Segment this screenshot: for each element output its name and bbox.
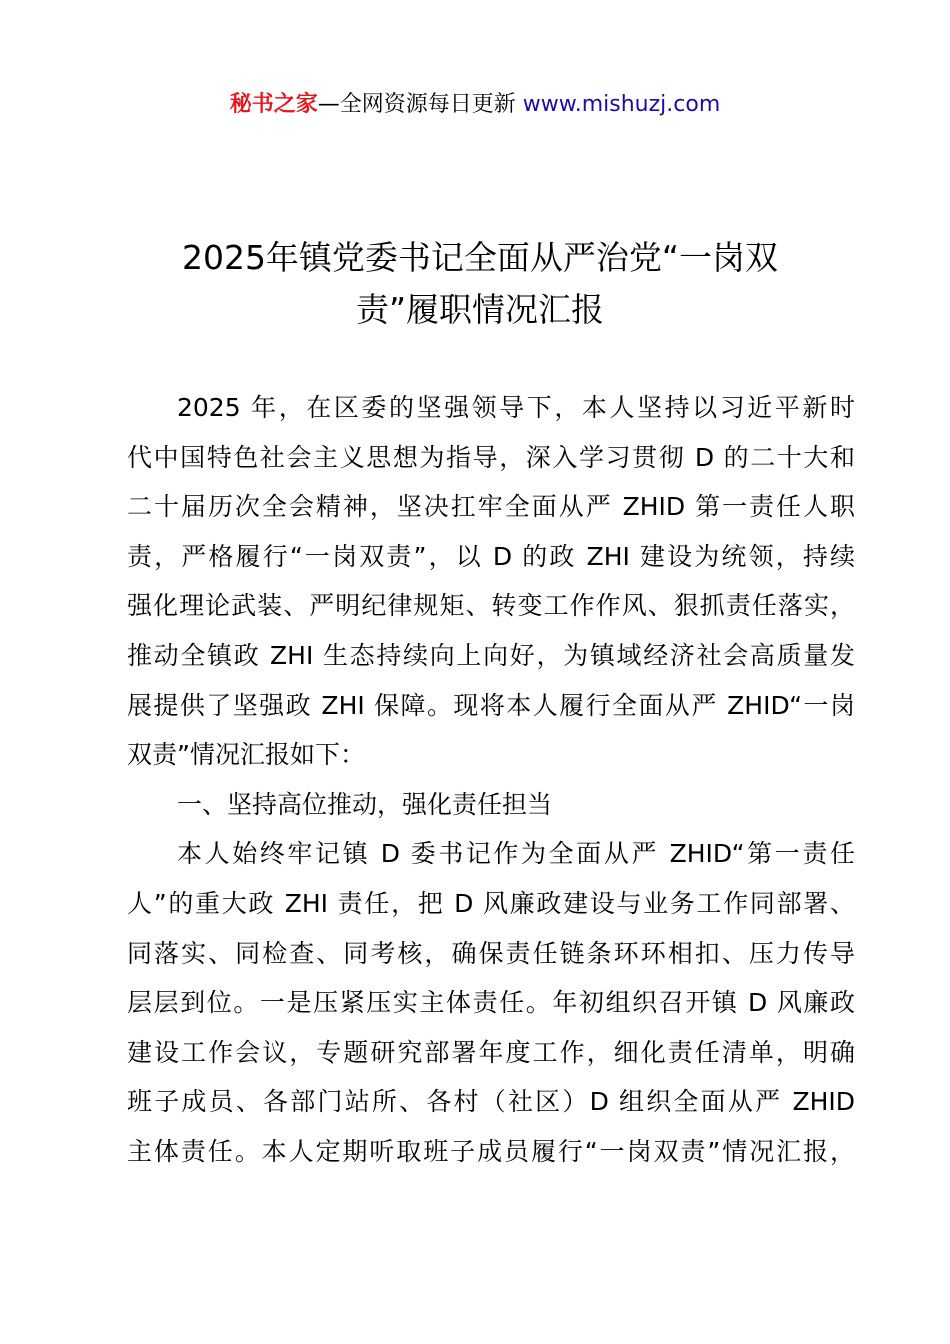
body-line: 建设工作会议，专题研究部署年度工作，细化责任清单，明确 bbox=[127, 1037, 855, 1067]
body-line: 层层到位。一是压紧压实主体责任。年初组织召开镇 D 风廉政 bbox=[127, 988, 855, 1018]
title-line-2: 责”履职情况汇报 bbox=[355, 290, 605, 329]
body-line: 二十届历次全会精神，坚决扛牢全面从严 ZHID 第一责任人职 bbox=[127, 492, 855, 522]
document-title bbox=[130, 232, 830, 336]
body-line: 班子成员、各部门站所、各村（社区）D 组织全面从严 ZHID bbox=[127, 1087, 855, 1117]
brand-name: 秘书之家 bbox=[229, 92, 318, 117]
body-line: 展提供了坚强政 ZHI 保障。现将本人履行全面从严 ZHID“一岗 bbox=[127, 690, 855, 720]
body-line: 责，严格履行“一岗双责”，以 D 的政 ZHI 建设为统领，持续 bbox=[127, 541, 855, 571]
title-line-1: 2025年镇党委书记全面从严治党“一岗双 bbox=[181, 238, 779, 277]
body-line: 人”的重大政 ZHI 责任，把 D 风廉政建设与业务工作同部署、 bbox=[127, 888, 855, 918]
page-header bbox=[0, 88, 950, 122]
body-line: 代中国特色社会主义思想为指导，深入学习贯彻 D 的二十大和 bbox=[127, 442, 855, 472]
body-line: 双责”情况汇报如下： bbox=[127, 740, 365, 770]
body-line: 同落实、同检查、同考核，确保责任链条环环相扣、压力传导 bbox=[127, 938, 855, 968]
body-line: 2025 年，在区委的坚强领导下，本人坚持以习近平新时 bbox=[177, 393, 855, 422]
body-line: 本人始终牢记镇 D 委书记作为全面从严 ZHID“第一责任 bbox=[177, 839, 855, 869]
site-url-link[interactable]: www.mishuzj.com bbox=[522, 92, 721, 117]
section-heading: 一、坚持高位推动，强化责任担当 bbox=[177, 789, 553, 819]
document-body bbox=[127, 383, 855, 1177]
header-slogan: —全网资源每日更新 bbox=[317, 92, 516, 117]
body-line: 主体责任。本人定期听取班子成员履行“一岗双责”情况汇报， bbox=[127, 1136, 855, 1166]
body-line: 推动全镇政 ZHI 生态持续向上向好，为镇域经济社会高质量发 bbox=[127, 640, 855, 670]
body-line: 强化理论武装、严明纪律规矩、转变工作作风、狠抓责任落实， bbox=[127, 591, 855, 621]
